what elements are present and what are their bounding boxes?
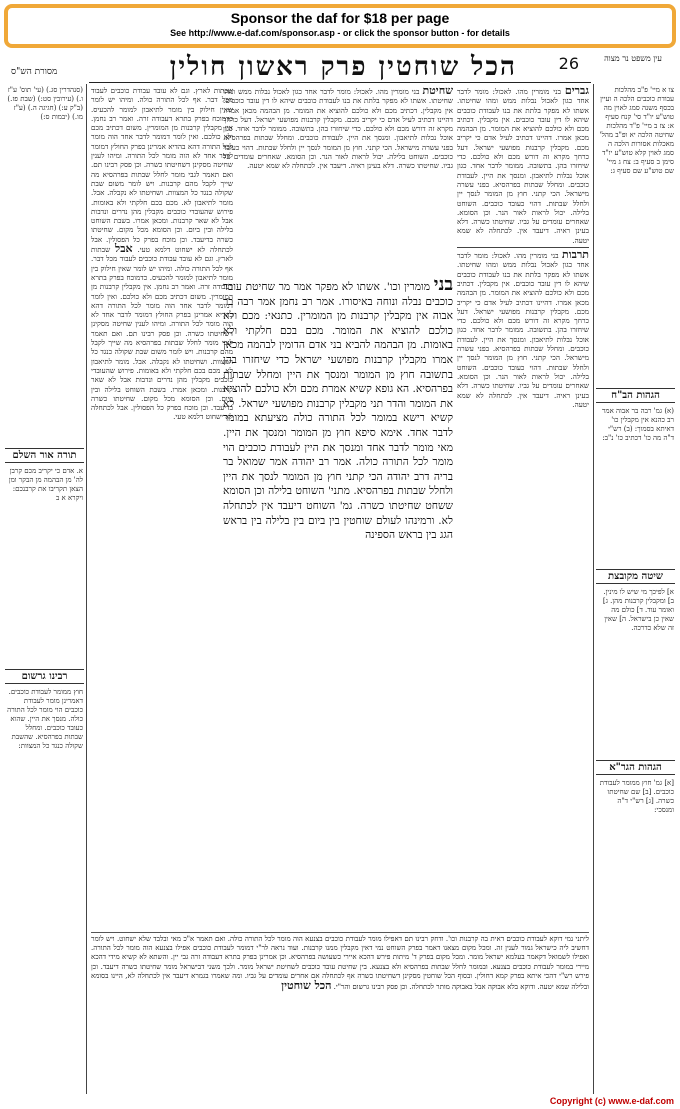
shita-heading: שיטה מקובצת: [596, 569, 675, 584]
tosafot-text-continued: שבתות לארץ. וגם לא עובד עבודת כוכבים לעבוד מכל דבר. אף לכל התורה כולה. ומיהו יש לומר שאין חילוק בין מומר לתיאבון למומר להכעיס. כדמוכח בפרק בתרא דעבודה זרה. ואמר רב נחמן. אין מקבלין קרבנות מן המומרין. משום דכתיב מכם ולא כולכם. ואין לומר דמומר לדבר אחד הוה מומר לכל התורה דהא בהדיא אמרינן בפרק החולץ דמומר לדבר אחד לא הוה מומר לכל התורה. ומיהו לענין שחיטה מסקינן דשחיטתו כשרה. וכן פסק רבינו תם. ואם תאמר לגבי מומר לחלל שבתות בפרהסיא מה שייך לקבל מהם קרבנות. ויש לומר משום שבת שקולה כנגד כל המצוות. ושחיטתו לא נקבלה. אבל. מומר לתיאבון לא. מכם בכם חלקתי ולא באומות. פירוש שהעובדי כוכבים מקבלין מהן נדרים ונדבות אבל לא שאר קרבנות. ומכאן אמרו. בשבת השוחט בלילה ובין ביום. וכן הסומא מכל מקום. שחיטתו כשרה בדיעבד. וכן מוכח בפרק כל הפסולין. אבל לכתחלה לא ישחוט דלמא טעי.: [91, 245, 233, 422]
tosafot-column: [91, 86, 233, 926]
gemara-top-commentary: [223, 86, 453, 276]
talmud-page: [3, 52, 677, 1094]
bottom-commentary: [91, 932, 589, 1090]
rashi-heading: גברים: [564, 86, 589, 97]
gemara-text-block: [223, 278, 453, 924]
tosafot-sub-heading: אבל: [115, 242, 133, 256]
gra-heading: הגהות הגר"א: [596, 760, 675, 775]
right-margin: [593, 84, 677, 1094]
left-margin: [3, 84, 87, 1094]
rashi-text-continued: בני מומרין מהו. לאכול: מומר לדבר אחד כגון לאכול נבלות ממש ומהו שחיטתו. אשתו לא מפקר בלתת את בנו לעבודת כוכבים שיהא לו דין עובד כוכבים. אין מקבלין. דכתיב מכם ולא כולכם להוציא את המומר. מן הבהמה מכאן אמרו. דהיינו דכתיב לעיל אדם כי יקריב מכם. מקבלין קרבנות מפושעי ישראל. דעל כרחך מקרא זה דורש מכם ולא כולכם. כדי שיחזרו בהן. בתשובה. ממומר לדבר אחד. כגון אוכל נבלות לתיאבון. ומנסך את היין. לעבודת כוכבים. ומחלל שבתות בפרהסיא. בפני עשרה מישראל. הכי קתני. חוץ מן המומר לנסך יין ולחלל שבתות. דהוי כעובד כוכבים. השוחט בלילה. יכול לראות לאור הנר. וכן הסומא. שאחרים עומדים על גביו. שחיטתו כשרה. דלא בעינן ראיה. דיעבד אין. לכתחלה לא שמא יטעה.: [457, 251, 589, 409]
hagahot-heading: הגהות הב"ח: [596, 388, 675, 403]
masoret-label: מסורת הש"ס: [11, 67, 58, 77]
hagahot-text: (א) גמ' רבה בר אבוה אמר רב כהנא אין מקבלין כו' דאיתא בסמוך: (ב) רש"י ד"ה מה כו' דכתיב כו' נ"ב:: [601, 407, 674, 442]
ein-mishpat-label: עין משפט נר מצוה: [604, 54, 662, 63]
gemara-text: מומרין וכו'. אשתו לא מפקר אמר מר שחיטת עובד כוכבים נבלה ונוחה באיסורו. אמר רב נחמן אמר רבה בר אבוה אין מקבלין קרבנות מן המומרין. כתנאי: מכם ולא כולכם להוציא את המומר. מכם בכם חלקתי ולא באומות. מן הבהמה להביא בני אדם הדומין לבהמה מכאן אמרו מקבלין קרבנות מפושעי ישראל כדי שיחזרו בהן בתשובה חוץ מן המומר ומנסך את היין ומחלל שבתות בפרהסיא. הא גופא קשיא אמרת מכם ולא כולכם להוציא את המומר והדר תני מקבלין קרבנות מפושעי ישראל. לא קשיא רישא במומר לכל התורה כולה מציעתא במומר לדבר אחד. אימא סיפא חוץ מן המומר ומנסך את היין. מאי מומר לדבר אחד ומנסך את היין לעבודת כוכבים הוי מומר לכל התורה כולה. אמר רב יהודה אמר שמואל בר בריה דרב יהודה הכי קתני חוץ מן המומר לנסך את היין ולחלל שבתות בפרהסיא. מתני' השוחט בלילה וכן הסומא ששחט שחיטתו כשרה. גמ' השוחט דיעבד אין לכתחלה לא. ורמינהו לעולם שוחטין בין ביום בין בלילה בין בראש הגג בין בראש הספינה: [223, 281, 453, 542]
gra-text: [א] גמ' חוץ ממומר לעבודת כוכבים. [ב] שם שחיטתו כשרה. [ג] רש"י ד"ה ומנסכי:: [599, 779, 674, 814]
page-header: [3, 52, 677, 84]
rashi-opening-text: בני מומרין מהו. לאכול: מומר לדבר אחד כגון לאכול נבלות ממש ומהו שחיטתו. אשתו לא מפקר בלתת את בנו לעבודת כוכבים שיהא לו דין עובד כוכבים. אין מקבלין. דכתיב מכם ולא כולכם להוציא את המומר. מן הבהמה מכאן אמרו. דהיינו דכתיב לעיל אדם כי יקריב מכם. מקבלין קרבנות מפושעי ישראל. דעל כרחך מקרא זה דורש מכם ולא כולכם. כדי שיחזרו בהן. בתשובה. ממומר לדבר אחד. כגון אוכל נבלות לתיאבון. ומנסך את היין. לעבודת כוכבים. ומחלל שבתות בפרהסיא. בפני עשרה מישראל. הכי קתני. חוץ מן המומר לנסך יין ולחלל שבתות. דהוי כעובד כוכבים. השוחט בלילה. יכול לראות לאור הנר. וכן הסומא. שאחרים עומדים על גביו. שחיטתו כשרה. דלא בעינן ראיה. דיעבד אין. לכתחלה לא שמא יטעה.: [223, 87, 453, 171]
bottom-closing: הכל שוחטין: [281, 979, 332, 993]
gemara-opening-word: בני: [433, 278, 453, 295]
masoret-text: (סנהדרין סג.) (עי' תוס' ע"ז ו.) (עירובין סט:) (שבת פז.) (ב"ק ע:) (חגיגה ה.) (ע"ז מו.) (יבמות ס:): [7, 86, 83, 121]
rashi-column: [457, 86, 589, 926]
rabenu-gershom-text: חוץ ממומר לעבודת כוכבים. דאמרינן מומר לעבודת כוכבים הוי מומר לכל התורה כולה. מנסך את היין. שהוא כעובד כוכבים. ומחלל שבתות בפרהסיא. שהשבת שקולה כנגד כל המצוות:: [7, 688, 83, 750]
copyright-link[interactable]: Copyright (c) www.e-daf.com: [549, 1096, 674, 1106]
ein-mishpat-text: צו א מיי' פ"ב מהלכות עבודת כוכבים הלכה ה ועיין בכסף משנה סמג לאוין מה טוש"ע יו"ד סי' קנח סעיף א: צז ב מיי' פ"ד מהלכות שחיטה הלכה יא ופ"ב מהל' מאכלות אסורות הלכה ה סמג לאוין קלא טוש"ע יו"ד סימן ב סעיף ב: צח ג מיי' שם טוש"ע שם סעיף ג:: [599, 86, 674, 175]
page-number: 26: [558, 54, 579, 73]
rashi-opening-heading: שחיטת: [422, 86, 453, 97]
rashi-text: בני מומרין מהו. לאכול: מומר לדבר אחד כגון לאכול נבלות ממש ומהו שחיטתו. אשתו לא מפקר בלתת את בנו לעבודת כוכבים שיהא לו דין עובד כוכבים. אין מקבלין. דכתיב מכם ולא כולכם להוציא את המומר. מן הבהמה מכאן אמרו. דהיינו דכתיב לעיל אדם כי יקריב מכם. מקבלין קרבנות מפושעי ישראל. דעל כרחך מקרא זה דורש מכם ולא כולכם. כדי שיחזרו בהן. בתשובה. ממומר לדבר אחד. כגון אוכל נבלות לתיאבון. ומנסך את היין. לעבודת כוכבים. ומחלל שבתות בפרהסיא. בפני עשרה מישראל. הכי קתני. חוץ מן המומר לנסך יין ולחלל שבתות. דהוי כעובד כוכבים. השוחט בלילה. יכול לראות לאור הנר. וכן הסומא. שאחרים עומדים על גביו. שחיטתו כשרה. דלא בעינן ראיה. דיעבד אין. לכתחלה לא שמא יטעה.: [457, 87, 589, 245]
shita-text: א] לפיכך מי שיש לו מינין. ב] ומקבלין קרבנות מהן. ג] ואומר עוד. ד] כולם מה שאין כן בישראל. ה] שאין זה שלא כדרכה.: [602, 588, 674, 632]
chapter-title: הכל שוחטין פרק ראשון חולין: [169, 52, 517, 82]
tosafot-text: שבתות לארץ. וגם לא עובד עבודת כוכבים לעבוד מכל דבר. אף לכל התורה כולה. ומיהו יש לומר שאין חילוק בין מומר לתיאבון למומר להכעיס. כדמוכח בפרק בתרא דעבודה זרה. ואמר רב נחמן. אין מקבלין קרבנות מן המומרין. משום דכתיב מכם ולא כולכם. ואין לומר דמומר לדבר אחד הוה מומר לכל התורה דהא בהדיא אמרינן בפרק החולץ דמומר לדבר אחד לא הוה מומר לכל התורה. ומיהו לענין שחיטה מסקינן דשחיטתו כשרה. וכן פסק רבינו תם. ואם תאמר לגבי מומר לחלל שבתות בפרהסיא מה שייך לקבל מהם קרבנות. ויש לומר משום שבת שקולה כנגד כל המצוות. ושחיטתו לא נקבלה. אבל. מומר לתיאבון לא. מכם בכם חלקתי ולא באומות. פירוש שהעובדי כוכבים מקבלין מהן נדרים ונדבות אבל לא שאר קרבנות. ומכאן אמרו. בשבת השוחט בלילה ובין ביום. וכן הסומא מכל מקום. שחיטתו כשרה בדיעבד. וכן מוכח בפרק כל הפסולין. אבל לכתחלה לא ישחוט דלמא טעי.: [91, 86, 233, 255]
bottom-commentary-text: ליתני נמי דוקא לעבודת כוכבים דאית בה קרבנות וכו'. ודחק רבינו תם דאפילו מומר לעבודת כוכבים בצנעא הוה מומר לכל התורה כולה. ואם תאמר א"כ מאי ובלבד שלא ישחוט. ויש לומר דחשיב ליה כישראל גמור לענין זה. ומכל מקום מצאנו דאמר בפרק השוחט נמי דאין מקבלין ממנו קרבנות. ועוד נראה לר"י דמומר לעבודת כוכבים אפילו בצנעא הוה מומר לכל התורה. ואפילו לשמואל דקאמר בעלמא ישראל מומר. ומכל מקום בפרק ד' מיתות פירש דהכא איירי כשעושה בפרהסיא. וכן אמרינן בפרק בתרא דעבודה זרה גבי יין. והשתא לא קשיא מידי דהכא מיירי במומר לעבודת כוכבים בצנעא. ובמומר לחלל שבתות בפרהסיא ולא בצנעא. בין שחיטת עובד כוכבים לשחיטת ישראל מומר. ולכך משני דבישראל מומר שחיטתו כשרה דיעבד. וכן פירש רש"י דהכי איתא בפרק קמא דחולין. ובסוף הכל שוחטין מסקינן דשחיטתו כשרה אף לכתחלה אם אחרים עומדים על גביו. ומה שאמרו בגמרא דיעבד אין לכתחלה לא, היינו בסומא ובלילה שמא יטעה. ודוקא בלא אבוקה אבל באבוקה מותר לכתחלה. וכן פסק רבינו גרשום והר"י.: [91, 935, 589, 992]
torah-or-heading: תורה אור השלם: [5, 448, 84, 463]
torah-or-text: א. אדם כי יקריב מכם קרבן לה' מן הבהמה מן הבקר ומן הצאן תקריבו את קרבנכם: ויקרא א ב: [8, 467, 83, 502]
rabenu-gershom-heading: רבינו גרשום: [5, 669, 84, 684]
sponsor-subtitle[interactable]: See http://www.e-daf.com/sponsor.asp - or click the sponsor button - for details: [170, 28, 510, 38]
rashi-tarbut-heading: תרבות: [562, 248, 589, 262]
header-rule: [89, 82, 591, 83]
sponsor-title[interactable]: Sponsor the daf for $18 per page: [230, 10, 450, 26]
sponsor-banner[interactable]: [4, 4, 676, 48]
